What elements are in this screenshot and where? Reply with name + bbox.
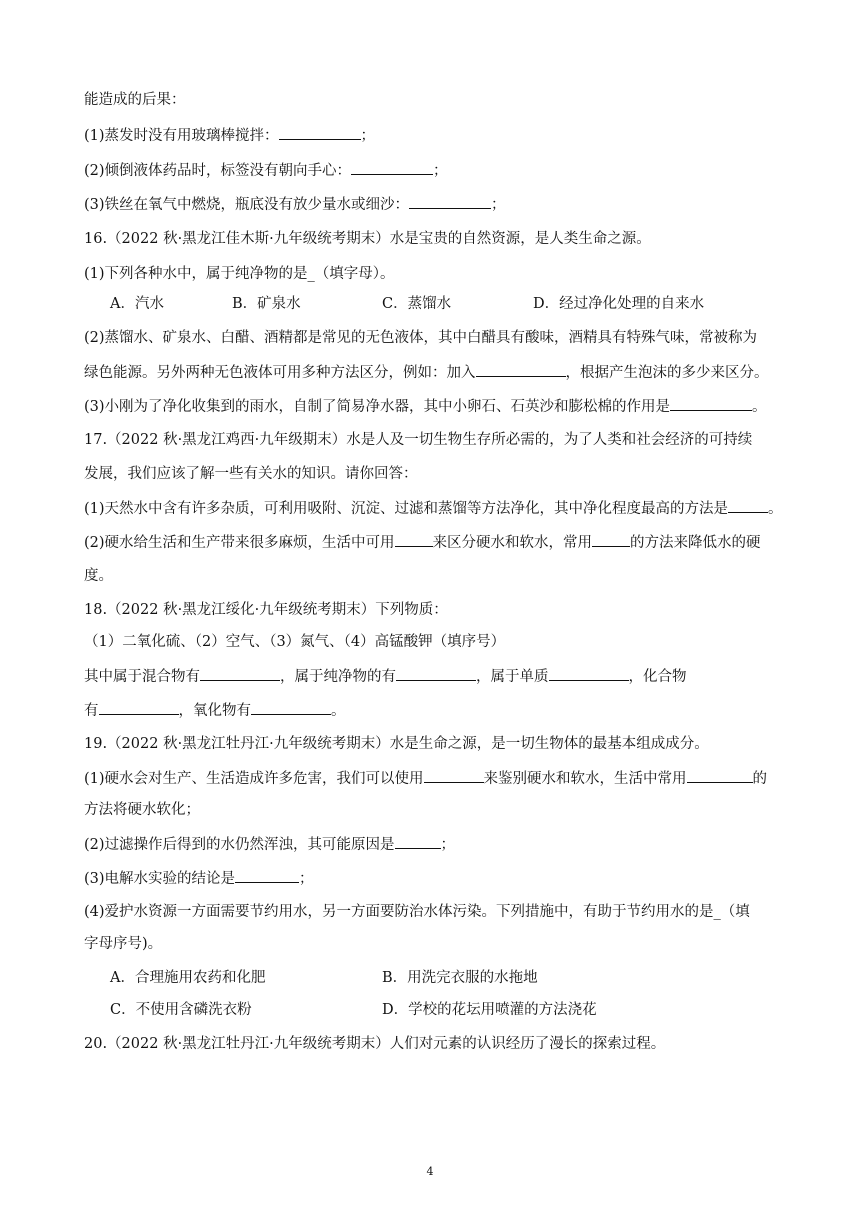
text-line [84, 768, 767, 789]
text-line [84, 834, 455, 855]
text: 发展，我们应该了解一些有关水的知识。请你回答： [84, 466, 418, 482]
option-c: C．蒸馏水 [382, 296, 452, 312]
text: 其中属于混合物有 [84, 669, 200, 685]
answer-blank [424, 768, 484, 783]
text: ； [491, 197, 506, 213]
text-line [84, 362, 769, 383]
text: 绿色能源。另外两种无色液体可用多种方法区分，例如：加入 [84, 365, 476, 381]
text: (3)小刚为了净化收集到的雨水，自制了简易净水器，其中小卵石、石英沙和膨松棉的作用是 [84, 399, 671, 415]
text-line [84, 632, 505, 652]
text: 18.（2022 秋·黑龙江绥化·九年级统考期末）下列物质： [84, 602, 448, 618]
text: 有 [84, 703, 99, 719]
text-line [84, 328, 757, 348]
text: (1)下列各种水中，属于纯净物的是_（填字母）。 [84, 266, 395, 282]
text: 字母序号)。 [84, 936, 163, 952]
text: ，属于纯净物的有 [280, 669, 396, 685]
text-line [84, 902, 750, 922]
answer-blank [279, 125, 361, 140]
answer-blank [200, 666, 280, 681]
text-line [84, 566, 113, 586]
text: 19.（2022 秋·黑龙江牡丹江·九年级统考期末）水是生命之源，是一切生物体的最基本组成成分。 [84, 736, 709, 752]
text: 17.（2022 秋·黑龙江鸡西·九年级期末）水是人及一切生物生存所必需的，为了人类和社会经济的可持续 [84, 432, 753, 448]
text-line [84, 868, 314, 889]
option-c: C．不使用含磷洗衣粉 [110, 1002, 252, 1018]
text: 能造成的后果： [84, 92, 186, 108]
text: ； [299, 871, 314, 887]
text: ，氧化物有 [178, 703, 251, 719]
question-20 [84, 1034, 665, 1054]
text: (2)倾倒液体药品时，标签没有朝向手心： [84, 163, 352, 179]
text: 16.（2022 秋·黑龙江佳木斯·九年级统考期末）水是宝贵的自然资源，是人类生命之源。 [84, 231, 651, 247]
text: (2)过滤操作后得到的水仍然浑浊，其可能原因是 [84, 837, 395, 853]
text-line [84, 800, 200, 820]
text: 来区分硬水和软水，常用 [432, 535, 593, 551]
text-line [84, 160, 448, 181]
text: ，属于单质 [476, 669, 549, 685]
question-16 [84, 229, 651, 249]
text: （1）二氧化硫、（2）空气、（3）氮气、（4）高锰酸钾（填序号） [84, 634, 506, 650]
answer-blank [476, 362, 566, 377]
text-line [84, 666, 687, 687]
text: 的 [752, 771, 768, 787]
answer-blank [395, 532, 433, 547]
text-line [84, 498, 783, 519]
text: 方法将硬水软化； [84, 802, 200, 818]
text-line [84, 934, 162, 954]
answer-blank [395, 834, 441, 849]
text-line [84, 125, 375, 146]
text: (2)硬水给生活和生产带来很多麻烦，生活中可用 [84, 535, 395, 551]
option-d: D．学校的花坛用喷灌的方法浇花 [382, 1002, 597, 1018]
text: 来鉴别硬水和软水，生活中常用 [483, 771, 687, 787]
text: ； [360, 128, 376, 144]
text-line [84, 90, 186, 110]
answer-blank [396, 666, 476, 681]
text-line [84, 194, 506, 215]
answer-blank [409, 194, 491, 209]
answer-blank [235, 868, 299, 883]
answer-blank [728, 498, 768, 513]
text: 的方法来降低水的硬 [630, 535, 761, 551]
text-line [84, 700, 346, 721]
text: (3)电解水实验的结论是 [84, 871, 236, 887]
text-line [84, 264, 395, 284]
question-19 [84, 734, 709, 754]
text: (1)蒸发时没有用玻璃棒搅拌： [84, 128, 279, 144]
answer-blank [251, 700, 331, 715]
text: (2)蒸馏水、矿泉水、白醋、酒精都是常见的无色液体，其中白醋具有酸味，酒精具有特殊气味，常被称为 [84, 330, 758, 346]
text: 20.（2022 秋·黑龙江牡丹江·九年级统考期末）人们对元素的认识经历了漫长的探索过程。 [84, 1036, 666, 1052]
question-17 [84, 430, 752, 450]
text: 。 [768, 501, 783, 517]
answer-blank [687, 768, 753, 783]
option-a: A．汽水 [110, 296, 164, 312]
option-b: B．矿泉水 [232, 296, 301, 312]
text-line [84, 396, 767, 417]
text: (1)天然水中含有许多杂质，可利用吸附、沉淀、过滤和蒸馏等方法净化，其中净化程度最高的方法是 [84, 501, 729, 517]
answer-blank [670, 396, 752, 411]
text: 。 [331, 703, 346, 719]
text: (4)爱护水资源一方面需要节约用水，另一方面要防治水体污染。下列措施中，有助于节约用水的是_（填 [84, 904, 750, 920]
text: ，化合物 [628, 669, 687, 685]
option-d: D．经过净化处理的自来水 [533, 296, 705, 312]
text: ； [440, 837, 456, 853]
answer-blank [99, 700, 179, 715]
text: 。 [752, 399, 767, 415]
question-18 [84, 600, 448, 620]
option-b: B．用洗完衣服的水拖地 [382, 970, 538, 986]
text: ，根据产生泡沫的多少来区分。 [565, 365, 769, 381]
page-number: 4 [426, 1165, 434, 1178]
answer-blank [592, 532, 630, 547]
text-line [84, 464, 418, 484]
text: (1)硬水会对生产、生活造成许多危害，我们可以使用 [84, 771, 424, 787]
answer-blank [549, 666, 629, 681]
text: ； [433, 163, 448, 179]
text: 度。 [84, 568, 113, 584]
text: (3)铁丝在氧气中燃烧，瓶底没有放少量水或细沙： [84, 197, 410, 213]
option-a: A．合理施用农药和化肥 [110, 970, 266, 986]
text-line [84, 532, 761, 553]
answer-blank [351, 160, 433, 175]
